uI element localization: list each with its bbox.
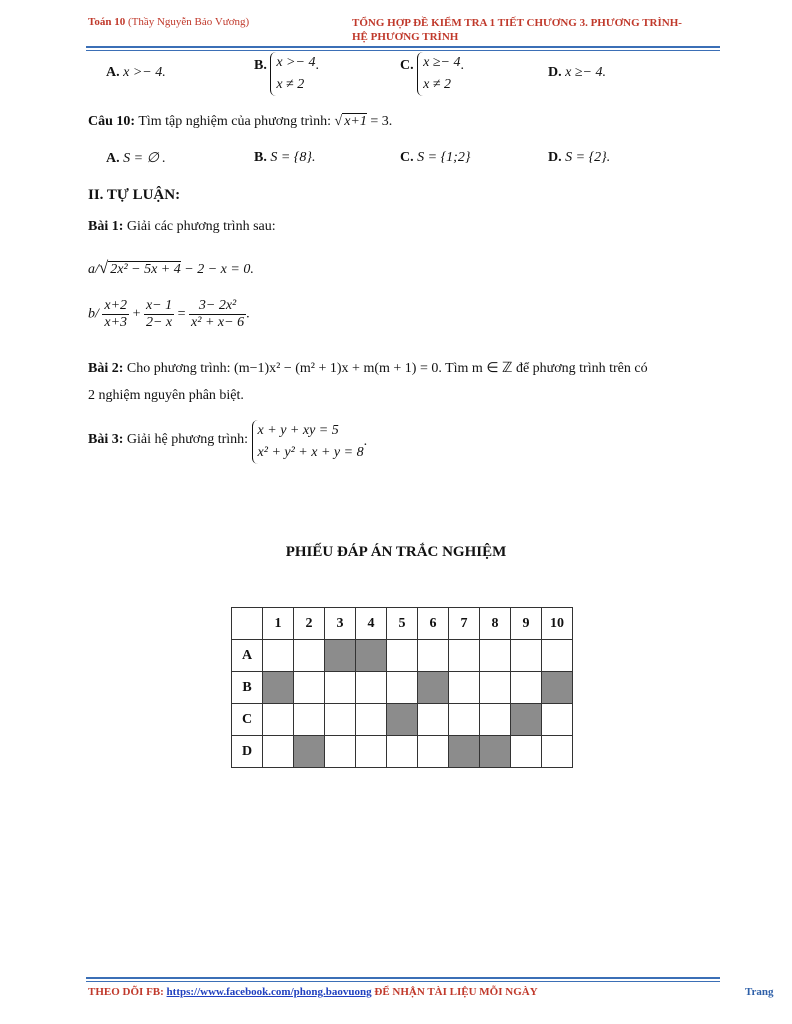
course-name: Toán 10: [88, 16, 126, 28]
answer-cell: [387, 704, 418, 736]
answer-sheet-title: PHIẾU ĐÁP ÁN TRẮC NGHIỆM: [285, 544, 507, 560]
answer-cell: [418, 640, 449, 672]
answer-row-b: [232, 672, 573, 704]
answer-cell: [263, 736, 294, 768]
answer-cell: [511, 736, 542, 768]
footer-divider-thin: [86, 981, 720, 982]
bai1-eq-a: a/√ 2x² − 5x + 4 − 2 − x = 0.: [88, 258, 254, 277]
answer-cell: [480, 672, 511, 704]
answer-cell: [294, 672, 325, 704]
header-title-line1: TỔNG HỢP ĐỀ KIỂM TRA 1 TIẾT CHƯƠNG 3. PHƯƠNG TRÌNH-: [352, 17, 682, 29]
answer-cell: [418, 736, 449, 768]
header-divider: [86, 46, 720, 48]
bai1-stem: Bài 1: Giải các phương trình sau:: [88, 219, 276, 234]
question-number: 5: [387, 608, 418, 640]
answer-cell: [480, 736, 511, 768]
option-label: A: [232, 640, 263, 672]
answer-cell: [325, 736, 356, 768]
header-title: [352, 16, 732, 44]
q9-option-b: B. x >− 4 x ≠ 2.: [254, 52, 319, 96]
answer-cell: [449, 672, 480, 704]
fraction-1: $\frac{x+2}{x+3}$: [104, 298, 128, 330]
answer-cell: [387, 672, 418, 704]
answer-cell: [325, 640, 356, 672]
bai3-stem: Bài 3: Giải hệ phương trình: x + y + xy = 5 x² + y² + x + y = 8.: [88, 420, 367, 464]
question-number: 6: [418, 608, 449, 640]
facebook-link[interactable]: https://www.facebook.com/phong.baovuong: [166, 986, 372, 998]
bai2-stem: Bài 2: Cho phương trình: (m−1)x² − (m² + 1)x + m(m + 1) = 0. Tìm m ∈ ℤ để phương trình trên có: [88, 361, 648, 376]
q10-option-c: C. S = {1;2}: [400, 150, 471, 165]
question-number: 1: [263, 608, 294, 640]
answer-table-corner: [232, 608, 263, 640]
answer-table: [231, 607, 573, 768]
bai1-eq-b: b/ $\frac{x+2}{x+3}$ + $\frac{x- 1}{2- x}$ = $\frac{\text{3− 2x²}}{\text{x² + x− 6}}$ .: [88, 298, 250, 330]
answer-cell: [449, 704, 480, 736]
sqrt-symbol: √: [334, 114, 343, 129]
answer-row-c: [232, 704, 573, 736]
q9-option-c-system: x ≥− 4 x ≠ 2: [417, 52, 460, 96]
answer-cell: [542, 672, 573, 704]
bai2-stem-cont: 2 nghiệm nguyên phân biệt.: [88, 388, 244, 403]
option-label: C: [232, 704, 263, 736]
answer-cell: [387, 736, 418, 768]
section-heading: II. TỰ LUẬN:: [88, 187, 181, 203]
answer-cell: [356, 672, 387, 704]
q9-option-a: A. x >− 4.: [106, 65, 166, 80]
answer-cell: [418, 672, 449, 704]
q9-option-b-system: x >− 4 x ≠ 2: [270, 52, 315, 96]
answer-cell: [325, 672, 356, 704]
answer-cell: [449, 736, 480, 768]
answer-cell: [449, 640, 480, 672]
answer-cell: [418, 704, 449, 736]
footer-divider: [86, 977, 720, 979]
answer-cell: [294, 704, 325, 736]
answer-cell: [542, 704, 573, 736]
answer-row-d: [232, 736, 573, 768]
answer-cell: [511, 704, 542, 736]
question-number: 7: [449, 608, 480, 640]
answer-cell: [356, 640, 387, 672]
header-course: [88, 16, 249, 28]
page-label: Trang: [745, 986, 774, 998]
question-number: 3: [325, 608, 356, 640]
question-number: 4: [356, 608, 387, 640]
teacher-name: (Thầy Nguyễn Bảo Vương): [127, 16, 250, 28]
question-number: 9: [511, 608, 542, 640]
answer-cell: [356, 704, 387, 736]
question-number: 8: [480, 608, 511, 640]
fraction-3: $\frac{\text{3− 2x²}}{\text{x² + x− 6}}$: [191, 298, 245, 330]
answer-cell: [325, 704, 356, 736]
answer-cell: [480, 704, 511, 736]
q10-option-a: A. S = ∅ .: [106, 151, 166, 166]
answer-table-header: [232, 608, 573, 640]
q10-option-b: B. S = {8}.: [254, 150, 316, 165]
q9-option-c: C. x ≥− 4 x ≠ 2.: [400, 52, 464, 96]
option-label: D: [232, 736, 263, 768]
answer-cell: [263, 640, 294, 672]
q10-option-d: D. S = {2}.: [548, 150, 611, 165]
answer-cell: [511, 640, 542, 672]
answer-cell: [480, 640, 511, 672]
footer-text: THEO DÕI FB: https://www.facebook.com/phong.baovuong ĐỂ NHẬN TÀI LIỆU MỖI NGÀY: [88, 986, 538, 998]
answer-cell: [263, 704, 294, 736]
q10-stem: Câu 10: Tìm tập nghiệm của phương trình: √ x+1 = 3.: [88, 114, 393, 129]
answer-cell: [356, 736, 387, 768]
answer-cell: [387, 640, 418, 672]
option-label: B: [232, 672, 263, 704]
question-number: 2: [294, 608, 325, 640]
answer-cell: [294, 736, 325, 768]
fraction-2: $\frac{x- 1}{2- x}$: [145, 298, 173, 330]
question-number: 10: [542, 608, 573, 640]
answer-cell: [294, 640, 325, 672]
q9-option-d: D. x ≥− 4.: [548, 65, 606, 80]
header-title-line2: HỆ PHƯƠNG TRÌNH: [352, 31, 459, 43]
answer-cell: [263, 672, 294, 704]
answer-cell: [542, 736, 573, 768]
bai3-system: x + y + xy = 5 x² + y² + x + y = 8: [252, 420, 364, 464]
answer-row-a: [232, 640, 573, 672]
header-divider-thin: [86, 50, 720, 51]
answer-cell: [511, 672, 542, 704]
answer-cell: [542, 640, 573, 672]
